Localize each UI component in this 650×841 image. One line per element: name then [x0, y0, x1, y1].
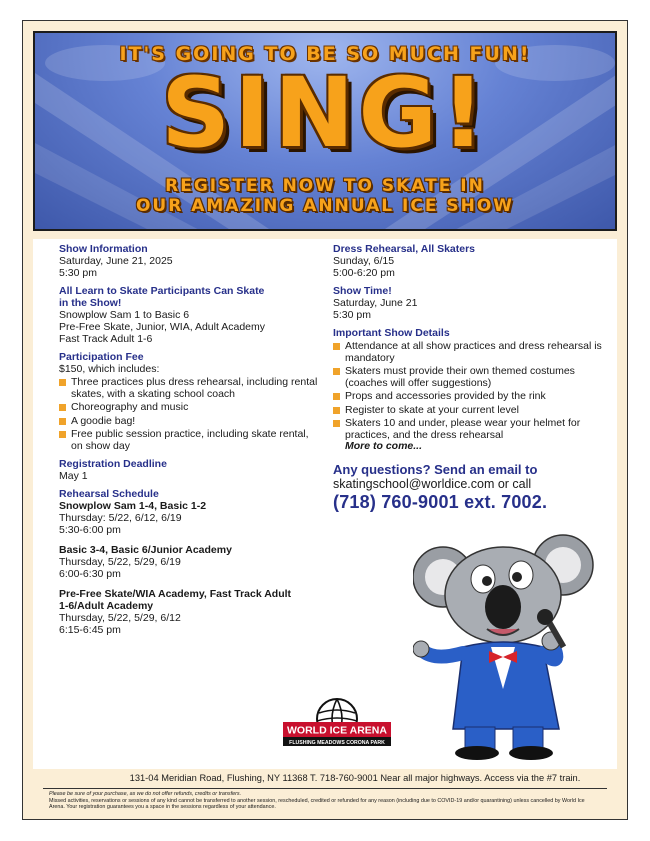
footer-address: 131-04 Meridian Road, Flushing, NY 11368 T. 718-760-9001 Near all major highways. Access via the #7 train. — [129, 773, 581, 783]
deadline-value: May 1 — [59, 470, 88, 482]
details-bullet: Register to skate at your current level — [333, 405, 603, 417]
fee-intro: $150, which includes: — [59, 363, 160, 375]
rehearsal-group-time: 6:15-6:45 pm — [59, 624, 121, 636]
world-ice-arena-logo — [281, 695, 393, 753]
details-bullet: Skaters must provide their own themed costumes (coaches will offer suggestions) — [333, 366, 603, 389]
questions-email: skatingschool@worldice.com or call — [333, 476, 532, 491]
details-bullet: Attendance at all show practices and dress rehearsal is mandatory — [333, 341, 603, 364]
learn-to-skate-line: Pre-Free Skate, Junior, WIA, Adult Academy — [59, 321, 266, 333]
rehearsal-group-time: 5:30-6:00 pm — [59, 524, 121, 536]
show-info-heading: Show Information — [59, 243, 148, 255]
banner-sub-line-2: OUR AMAZING ANNUAL ICE SHOW — [135, 196, 515, 216]
rehearsal-group-title-1: Pre-Free Skate/WIA Academy, Fast Track Adult — [59, 588, 292, 600]
content-panel — [33, 239, 617, 769]
rehearsal-group-dates: Thursday, 5/22, 5/29, 6/19 — [59, 556, 181, 568]
rehearsal-group-time: 6:00-6:30 pm — [59, 568, 121, 580]
show-time-date: Saturday, June 21 — [333, 297, 418, 309]
banner-sub-line-1: REGISTER NOW TO SKATE IN — [165, 176, 485, 196]
show-time-heading: Show Time! — [333, 285, 392, 297]
details-more: More to come... — [345, 440, 423, 452]
dress-rehearsal-time: 5:00-6:20 pm — [333, 267, 395, 279]
fee-heading: Participation Fee — [59, 351, 144, 363]
learn-to-skate-heading — [59, 285, 321, 309]
footer-fine-2: Missed activities, reservations or sessions of any kind cannot be transferred to another session, rescheduled, credited or refunded for any reason (including due to COVID-19 and/or quarantining) unless cancelled by World Ice Arena. Your registration guarantees you a space in the sessions regardless of your attendance. — [49, 797, 585, 810]
questions-title: Any questions? Send an email to — [333, 461, 538, 477]
logo-tagline: FLUSHING MEADOWS CORONA PARK — [289, 740, 385, 746]
details-bullet: Props and accessories provided by the rink — [333, 391, 603, 403]
left-column — [59, 243, 321, 636]
show-info-time: 5:30 pm — [59, 267, 97, 279]
footer-divider — [43, 788, 607, 789]
koala-mascot-illustration — [413, 529, 603, 761]
learn-to-skate-line: Snowplow Sam 1 to Basic 6 — [59, 309, 190, 321]
learn-to-skate-heading-1: All Learn to Skate Participants Can Skate — [59, 285, 265, 297]
show-info-date: Saturday, June 21, 2025 — [59, 255, 173, 267]
details-bullet-text: Skaters 10 and under, please wear your helmet for practices, and the dress rehearsal — [345, 417, 581, 441]
fee-bullet: Choreography and music — [59, 402, 321, 414]
rehearsal-group-title: Snowplow Sam 1-4, Basic 1-2 — [59, 500, 207, 512]
deadline-heading: Registration Deadline — [59, 458, 167, 470]
footer-fine-1: Please be sure of your purchase, as we do not offer refunds, credits or transfers. — [49, 791, 242, 797]
flyer-frame — [22, 20, 628, 820]
fee-bullet: Three practices plus dress rehearsal, including rental skates, with a skating school coach — [59, 377, 321, 400]
rehearsal-group-title-2: 1-6/Adult Academy — [59, 600, 154, 612]
fee-bullet: Free public session practice, including skate rental, on show day — [59, 429, 321, 452]
show-time-time: 5:30 pm — [333, 309, 371, 321]
banner-sing-word: SING! — [161, 57, 489, 169]
footer — [33, 773, 617, 811]
right-column — [333, 243, 603, 513]
details-bullet — [333, 418, 603, 453]
fee-bullet: A goodie bag! — [59, 416, 321, 428]
banner-sub-line — [35, 176, 615, 216]
learn-to-skate-line: Fast Track Adult 1-6 — [59, 333, 153, 345]
logo-name: WORLD ICE ARENA — [287, 724, 387, 737]
footer-fine-print — [33, 791, 617, 811]
rehearsal-heading: Rehearsal Schedule — [59, 488, 159, 500]
rehearsal-group-title — [59, 588, 321, 612]
rehearsal-group-title: Basic 3-4, Basic 6/Junior Academy — [59, 544, 232, 556]
dress-rehearsal-heading: Dress Rehearsal, All Skaters — [333, 243, 476, 255]
learn-to-skate-heading-2: in the Show! — [59, 297, 122, 309]
questions-phone: (718) 760-9001 ext. 7002. — [333, 491, 548, 512]
details-heading: Important Show Details — [333, 327, 450, 339]
banner-top-line: IT'S GOING TO BE SO MUCH FUN! — [119, 43, 531, 65]
rehearsal-group-dates: Thursday: 5/22, 6/12, 6/19 — [59, 512, 182, 524]
rehearsal-group-dates: Thursday, 5/22, 5/29, 6/12 — [59, 612, 181, 624]
sing-banner — [33, 31, 617, 231]
dress-rehearsal-date: Sunday, 6/15 — [333, 255, 395, 267]
